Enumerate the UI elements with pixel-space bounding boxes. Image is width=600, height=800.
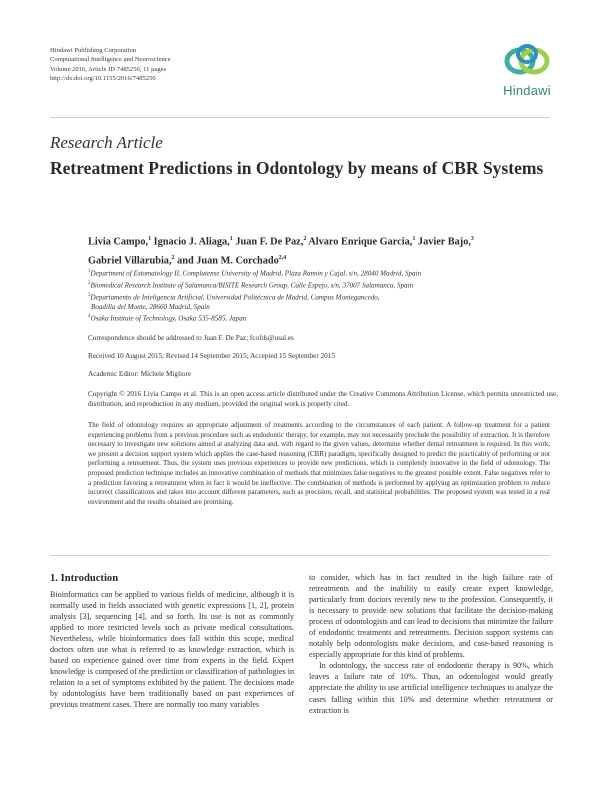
journal-name: Computational Intelligence and Neuroscience: [50, 56, 171, 64]
paragraph: In odontology, the success rate of endodontic therapy is 90%, which leaves a failure rate of 10%. Thus, an odontologist would greatly appreciate the ability to use artificial intelligence techniques to analyze the cases falling within this 10% and determine whether retreatment or extraction is: [309, 661, 553, 715]
author-affiliation-mark: 2: [171, 255, 175, 262]
affiliation-item: [88, 312, 558, 324]
correspondence: Correspondence should be addressed to Juan F. De Paz; fcofds@usal.es: [88, 334, 294, 342]
affiliation-text: Department of Estomatology II, Complutense University of Madrid, Plaza Ramón y Cajal, s/n, 28040 Madrid, Spain: [90, 269, 422, 278]
doi-link[interactable]: http://dx.doi.org/10.1155/2016/7485250: [50, 74, 156, 82]
affiliation-item: [88, 267, 558, 279]
affiliation-text: Departamento de Inteligencia Artificial, Universidad Politécnica de Madrid, Campus Montegancedo,: [90, 293, 380, 302]
article-type: Research Article: [50, 133, 163, 152]
author-name: and Juan M. Corchado: [174, 255, 279, 267]
author-name: Alvaro Enrique Garcia,: [306, 236, 413, 248]
affiliations: [88, 267, 558, 324]
affiliation-text: Biomedical Research Institute of Salamanca/BISITE Research Group, Calle Espejo, s/n, 37007 Salamanca, Spain: [90, 281, 414, 290]
affiliation-item: [88, 279, 558, 291]
author-affiliation-mark: 2,4: [278, 255, 287, 262]
affiliation-item: [88, 303, 558, 313]
paragraph: to consider, which has in fact resulted in the high failure rate of retreatments and the inability to easily create expert knowledge, particularly from doctors recently new to the profession. Consequently, it is necessary to provide new solutions that facilitate the decision-making process of odontologists and can lead to decisions that minimize the failure of endodontic treatments and retreatments. Decision support systems can notably help odontologists make decisions, and case-based reasoning is especially appropriate for this kind of problems.: [309, 573, 553, 660]
header-divider: [50, 117, 550, 118]
author-affiliation-mark: 1: [148, 236, 152, 242]
right-column: [309, 572, 553, 716]
hindawi-logo-text: Hindawi: [503, 83, 551, 98]
affiliation-number: 1: [88, 269, 91, 274]
publisher-name: Hindawi Publishing Corporation: [50, 47, 137, 54]
academic-editor: Academic Editor: Michele Migliore: [88, 370, 192, 378]
volume-info: Volume 2016, Article ID 7485250, 11 pages: [50, 65, 167, 73]
affiliation-number: 2: [88, 280, 91, 286]
author-name: Gabriel Villarubia,: [88, 255, 172, 267]
article-dates: Received 10 August 2015; Revised 14 September 2015; Accepted 15 September 2015: [88, 352, 335, 360]
affiliation-text: Boadilla del Monte, 28660 Madrid, Spain: [91, 302, 210, 311]
paragraph: Bioinformatics can be applied to various fields of medicine, although it is normally used in fields associated with genetic expressions [1, 2], protein analysis [3], sequencing [4], and so forth. Its use is not as commonly applied to more restricted levels such as private medical consultations. Nevertheless, while bioinformatics does fall within this scope, medical doctors often use what is referred to as knowledge extraction, which is based on experience gained over time from experts in the field. Expert knowledge is composed of the prediction or classification of pathologies in relation to a set of symptoms exhibited by the patient. The decisions made by odontologists have been traditionally based on past experiences of previous treatment cases. There are normally too many variables: [50, 590, 294, 710]
author-affiliation-mark: 1: [412, 236, 416, 242]
author-list: [88, 231, 558, 270]
publication-info: [50, 46, 171, 83]
paper-title: Retreatment Predictions in Odontology by means of CBR Systems: [50, 158, 544, 178]
author-name: Livia Campo,: [88, 236, 149, 248]
abstract: The field of odontology requires an appropriate adjustment of treatments according to the circumstances of each patient. A follow-up treatment for a patient experiencing problems from a previous procedure such as endodontic therapy, for example, may not necessarily preclude the possibility of extraction. It is therefore necessary to investigate new solutions aimed at analyzing data and, with regard to the given values, determine whether dental retreatment is required. In this work, we present a decision support system which applies the case-based reasoning (CBR) paradigm, specifically designed to predict the practicality of performing or not performing a retreatment. Thus, the system uses previous experiences to provide new predictions, which is completely innovative in the field of odontology. The proposed prediction technique includes an innovative combination of methods that minimizes false negatives to the greatest possible extent. False negatives refer to a prediction favoring a retreatment when in fact it would be ineffective. The combination of methods is performed by applying an optimization problem to reduce incorrect classifications and takes into account different parameters, such as precision, recall, and statistical probabilities. The proposed system was tested in a real environment and the results obtained are promising.: [88, 421, 550, 506]
author-affiliation-mark: 1: [229, 236, 233, 242]
author-line-1: [88, 231, 558, 250]
abstract-divider: [50, 555, 550, 556]
hindawi-logo: [498, 40, 556, 98]
author-name: Javier Bajo,: [415, 236, 471, 248]
copyright-notice: Copyright © 2016 Livia Campo et al. This is an open access article distributed under the Creative Commons Attribution License, which permits unrestricted use, distribution, and reproduction in any medium, provided the original work is properly cited.: [88, 390, 558, 408]
affiliation-number: 4: [88, 314, 91, 320]
author-affiliation-mark: 3: [470, 236, 474, 242]
section-heading: 1. Introduction: [50, 573, 119, 584]
affiliation-text: Osaka Institute of Technology, Osaka 535-8585, Japan: [90, 314, 247, 323]
left-column: [50, 589, 294, 711]
affiliation-number: 3: [88, 292, 91, 298]
affiliation-item: [88, 291, 558, 303]
author-name: Ignacio J. Aliaga,: [151, 236, 230, 248]
author-affiliation-mark: 2: [303, 236, 307, 242]
hindawi-logo-icon: [502, 40, 552, 82]
author-name: Juan F. De Paz,: [232, 236, 304, 248]
